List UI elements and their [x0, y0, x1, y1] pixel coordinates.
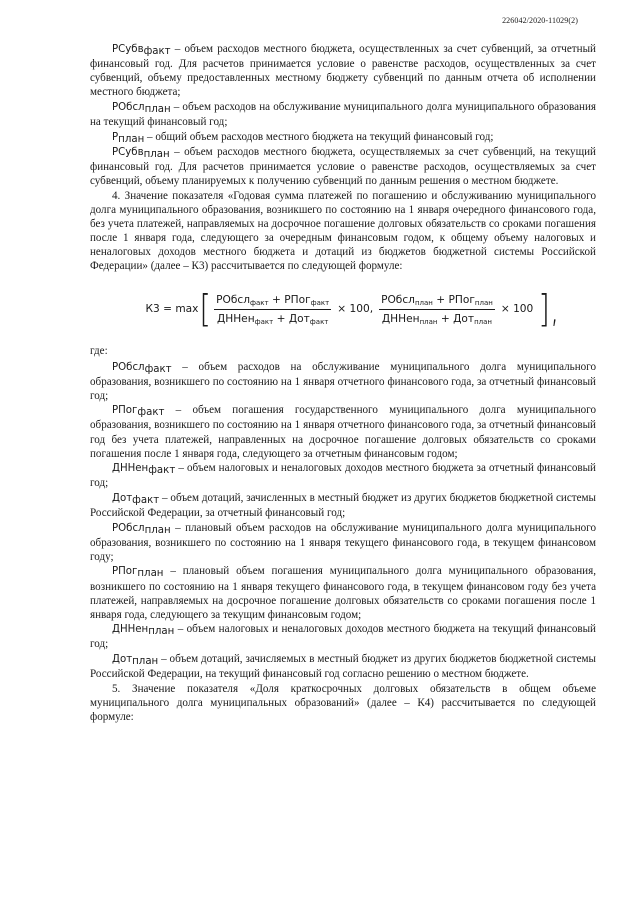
num-term: РПог — [284, 293, 311, 306]
num-term-sub: факт — [250, 298, 269, 307]
term-subscript: план — [137, 568, 164, 580]
term-subscript: план — [148, 626, 175, 638]
term-subscript: факт — [144, 363, 172, 375]
fraction-fact — [214, 293, 331, 326]
term-definition: – объем налоговых и неналоговых доходов местного бюджета за отчетный финансовый год; — [90, 462, 596, 490]
term-symbol: РСубв — [112, 147, 144, 159]
definition-item — [90, 491, 596, 520]
num-term-sub: факт — [310, 298, 330, 307]
open-bracket: [ — [199, 287, 212, 331]
paragraph — [90, 100, 596, 129]
term-subscript: план — [143, 149, 170, 161]
term-definition: – плановый объем погашения муниципального долга муниципального образования, возникшего по состоянию на 1 января текущего финансового года, в текущем финансовом году без учета платежей, направляемых на досрочное погашение долговых обязательств со сроками погашения после 1 января года, следующего за текущим финансовым годом; — [90, 565, 596, 621]
term-subscript: план — [144, 103, 171, 115]
den-term-sub: план — [419, 318, 438, 326]
document-number: 226042/2020-11029(2) — [502, 16, 578, 25]
document-body — [90, 42, 596, 724]
den-term: ДННен — [216, 313, 255, 325]
fraction-fact-denominator — [215, 310, 330, 326]
den-term: ДННен — [381, 313, 420, 325]
term-symbol: Дот — [112, 492, 133, 504]
term-definition: – объем расходов на обслуживание муниципального долга муниципального образования на текущий финансовый год; — [90, 100, 596, 128]
definition-item — [90, 652, 596, 681]
term-symbol: РОбсл — [112, 522, 145, 534]
den-term-sub: факт — [254, 318, 274, 326]
term-definition: – объем дотаций, зачисляемых в местный бюджет из других бюджетов бюджетной системы Российской Федерации, на текущий финансовый год согласно решению о местном бюджете. — [90, 652, 596, 681]
plus-sign: + — [271, 293, 281, 306]
num-term-sub: план — [414, 298, 433, 307]
definition-item — [90, 403, 596, 460]
definition-item — [90, 521, 596, 564]
num-term: РОбсл — [216, 293, 250, 306]
plus-sign: + — [276, 313, 286, 325]
num-term: РОбсл — [381, 293, 415, 306]
term-symbol: Дот — [112, 653, 133, 665]
multiply-100-fact: × 100, — [337, 303, 374, 316]
den-term: Дот — [288, 313, 310, 325]
term-symbol: РПог — [112, 405, 138, 417]
paragraph — [90, 145, 596, 188]
fraction-plan-numerator — [379, 293, 495, 310]
term-subscript: план — [132, 655, 159, 667]
close-bracket: ], — [538, 287, 560, 331]
term-symbol: РОбсл — [112, 361, 145, 373]
term-subscript: факт — [137, 407, 165, 419]
term-definition: – плановый объем расходов на обслуживание муниципального долга муниципального образования, возникшего по состоянию на 1 января текущего финансового года, в текущем финансовом году; — [90, 521, 596, 563]
term-subscript: план — [118, 133, 145, 145]
term-symbol: ДННен — [112, 463, 149, 475]
den-term-sub: факт — [309, 318, 329, 326]
term-symbol: РПог — [112, 566, 138, 578]
k3-formula — [110, 280, 596, 340]
term-symbol: Р — [112, 131, 119, 143]
term-definition: – объем расходов местного бюджета, осуществленных за счет субвенций, за отчетный финансовый год. Для расчетов принимается условие о равенстве расходов, осуществленных за счет субвенций, объему предоставленных местному бюджету субвенций по данным отчета об исполнении местного бюджета; — [90, 43, 596, 99]
term-definition: – объем погашения государственного муниципального долга муниципального образования, возникшего по состоянию на 1 января отчетного финансового года, за отчетный финансовый год без учета платежей, направленных на досрочное погашение долговых обязательств со сроками погашения после 1 января года, следующего за отчетным финансовым годом; — [90, 404, 596, 460]
multiply-100-plan: × 100 — [500, 303, 534, 316]
term-definition: – объем дотаций, зачисленных в местный бюджет из других бюджетов бюджетной системы Российской Федерации, за отчетный финансовый год; — [90, 491, 596, 520]
term-subscript: план — [144, 524, 171, 536]
term-symbol: РСубв — [112, 44, 144, 55]
term-subscript: факт — [132, 494, 160, 506]
plus-sign: + — [440, 313, 450, 325]
plus-sign: + — [436, 293, 446, 306]
definition-item — [90, 622, 596, 651]
paragraph — [90, 130, 596, 145]
formula-lhs: К3 = max — [145, 303, 199, 316]
term-definition: – объем расходов на обслуживание муниципального долга муниципального образования, возникшего по состоянию на 1 января отчетного финансового года, за отчетный финансовый год; — [90, 360, 596, 402]
term-definition: – общий объем расходов местного бюджета на текущий финансовый год; — [144, 130, 494, 143]
paragraph — [90, 42, 596, 99]
den-term-sub: план — [474, 318, 492, 326]
fraction-fact-numerator — [214, 293, 331, 310]
term-definition: – объем расходов местного бюджета, осуществляемых за счет субвенций, на текущий финансовый год. Для расчетов принимается условие о равенстве расходов, осуществляемых за счет субвенций, объему планируемых к получению субвенций по данным решения о местном бюджете. — [90, 146, 596, 188]
den-term: Дот — [453, 313, 475, 325]
num-term: РПог — [448, 293, 475, 306]
term-subscript: факт — [143, 46, 171, 57]
term-subscript: факт — [148, 465, 176, 477]
term-symbol: ДННен — [112, 624, 149, 636]
item-5-paragraph: 5. Значение показателя «Доля краткосрочных долговых обязательств в общем объеме муниципального долга муниципальных образований» (далее – К4) рассчитывается по следующей формуле: — [90, 682, 596, 723]
term-definition: – объем налоговых и неналоговых доходов местного бюджета на текущий финансовый год; — [90, 623, 596, 651]
item-4-paragraph: 4. Значение показателя «Годовая сумма платежей по погашению и обслуживанию муниципального долга муниципального образования, возникшего по состоянию на 1 января очередного финансового года, без учета платежей, направляемых на досрочное погашение долговых обязательств со сроками погашения после 1 января года, следующего за очередным финансовым годом, к общему объему налоговых и неналоговых доходов местного бюджета и дотаций из бюджетов бюджетной системы Российской Федерации» (далее – К3) рассчитывается по следующей формуле: — [90, 189, 596, 273]
fraction-plan-denominator — [380, 310, 494, 326]
fraction-plan — [379, 293, 495, 326]
definition-item — [90, 461, 596, 490]
num-term-sub: план — [474, 298, 493, 307]
definition-item — [90, 360, 596, 403]
definition-item — [90, 564, 596, 621]
where-label: где: — [90, 344, 108, 357]
term-symbol: РОбсл — [112, 101, 145, 113]
